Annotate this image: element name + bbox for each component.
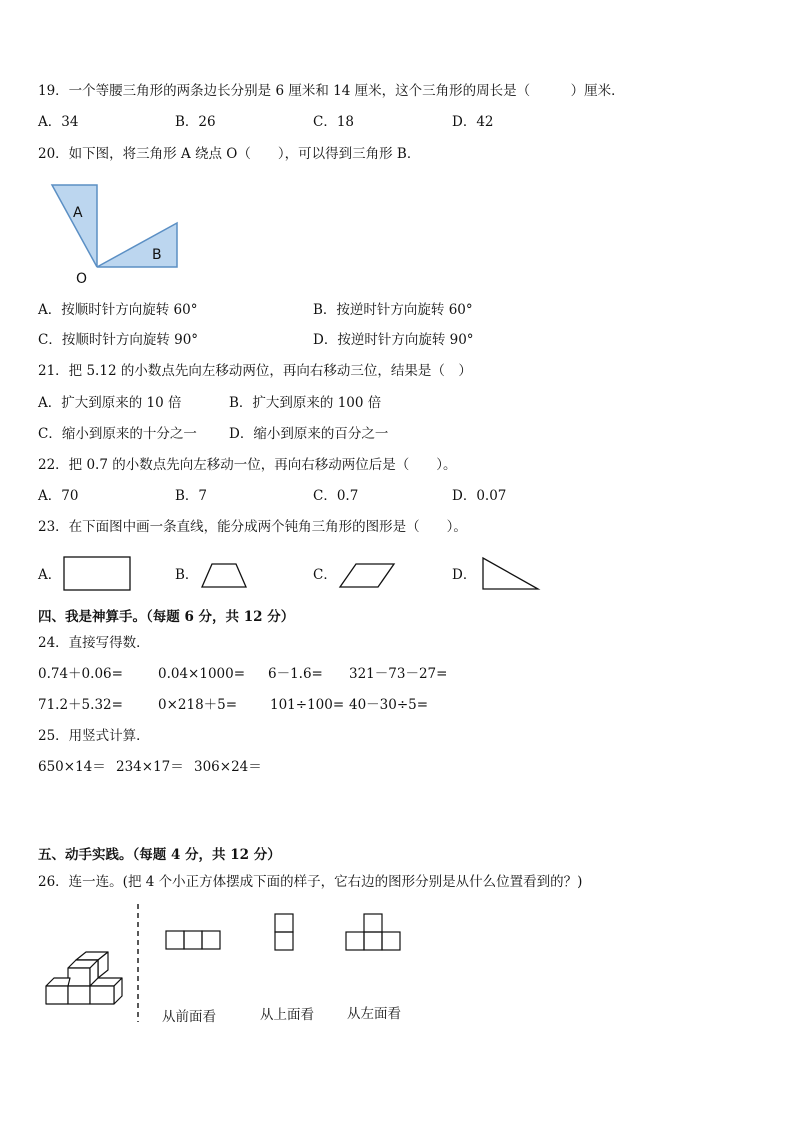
view-three-row	[165, 930, 223, 952]
q20-rotation-figure	[40, 180, 190, 290]
label-a: A	[73, 205, 83, 221]
q20-option-c[interactable]: C．按顺时针方向旋转 90°	[38, 332, 199, 348]
q21-option-a[interactable]: A．扩大到原来的 10 倍	[38, 395, 182, 411]
dashed-divider	[136, 904, 140, 1024]
q24-item: 6－1.6=	[268, 666, 323, 682]
q25-item: 306×24＝	[194, 759, 262, 775]
view-label-top[interactable]: 从上面看	[260, 1007, 314, 1023]
q23-stem: 23．在下面图中画一条直线，能分成两个钝角三角形的图形是（ ）。	[38, 519, 467, 535]
q25-stem: 25．用竖式计算．	[38, 728, 150, 744]
q24-item: 101÷100=	[270, 697, 345, 713]
q24-item: 0.74＋0.06=	[38, 666, 123, 682]
label-o: O	[76, 271, 88, 287]
view-t-shape	[345, 913, 405, 953]
q23-option-c[interactable]: C．	[313, 567, 337, 583]
q23-option-b[interactable]: B．	[175, 567, 199, 583]
q22-option-d[interactable]: D．0.07	[452, 488, 507, 504]
q24-item: 40－30÷5=	[349, 697, 429, 713]
q19-stem: 19．一个等腰三角形的两条边长分别是 6 厘米和 14 厘米，这个三角形的周长是（ ）厘米．	[38, 83, 625, 99]
q24-item: 0.04×1000=	[158, 666, 246, 682]
q20-option-b[interactable]: B．按逆时针方向旋转 60°	[313, 302, 473, 318]
q24-stem: 24．直接写得数．	[38, 635, 150, 651]
label-b: B	[152, 247, 162, 263]
q21-option-c[interactable]: C．缩小到原来的十分之一	[38, 426, 197, 442]
q25-item: 650×14＝	[38, 759, 106, 775]
q23-option-a[interactable]: A．	[38, 567, 62, 583]
q19-option-d[interactable]: D．42	[452, 114, 494, 130]
q26-stem: 26．连一连。(把 4 个小正方体摆成下面的样子，它右边的图形分别是从什么位置看到的？)	[38, 874, 583, 890]
q23-parallelogram-shape	[338, 562, 398, 590]
q21-option-d[interactable]: D．缩小到原来的百分之一	[229, 426, 389, 442]
q19-option-b[interactable]: B．26	[175, 114, 216, 130]
q22-option-a[interactable]: A．70	[38, 488, 79, 504]
q23-option-d[interactable]: D．	[452, 567, 477, 583]
cube-stack-figure	[44, 950, 126, 1010]
triangle-a	[52, 185, 97, 267]
q20-option-d[interactable]: D．按逆时针方向旋转 90°	[313, 332, 474, 348]
section-4-title: 四、我是神算手。（每题 6 分，共 12 分）	[38, 609, 295, 625]
q24-item: 321－73－27=	[349, 666, 448, 682]
triangle-b	[97, 223, 177, 267]
q23-right-triangle-shape	[480, 556, 542, 592]
q24-item: 71.2＋5.32=	[38, 697, 123, 713]
q22-option-c[interactable]: C．0.7	[313, 488, 359, 504]
q22-option-b[interactable]: B．7	[175, 488, 208, 504]
q21-option-b[interactable]: B．扩大到原来的 100 倍	[229, 395, 382, 411]
q24-item: 0×218＋5=	[158, 697, 238, 713]
q23-rectangle-shape	[63, 556, 133, 592]
view-label-left[interactable]: 从左面看	[347, 1006, 401, 1022]
q22-stem: 22．把 0.7 的小数点先向左移动一位，再向右移动两位后是（ ）。	[38, 457, 457, 473]
q20-option-a[interactable]: A．按顺时针方向旋转 60°	[38, 302, 198, 318]
q19-option-a[interactable]: A．34	[38, 114, 79, 130]
section-5-title: 五、动手实践。（每题 4 分，共 12 分）	[38, 847, 281, 863]
q20-stem: 20．如下图，将三角形 A 绕点 O（ ），可以得到三角形 B．	[38, 146, 421, 162]
view-two-stacked	[274, 913, 296, 953]
q25-item: 234×17＝	[116, 759, 184, 775]
view-label-front[interactable]: 从前面看	[162, 1009, 216, 1025]
q21-stem: 21．把 5.12 的小数点先向左移动两位，再向右移动三位，结果是（ ）	[38, 363, 472, 379]
q19-option-c[interactable]: C．18	[313, 114, 355, 130]
q23-trapezoid-shape	[200, 562, 250, 590]
